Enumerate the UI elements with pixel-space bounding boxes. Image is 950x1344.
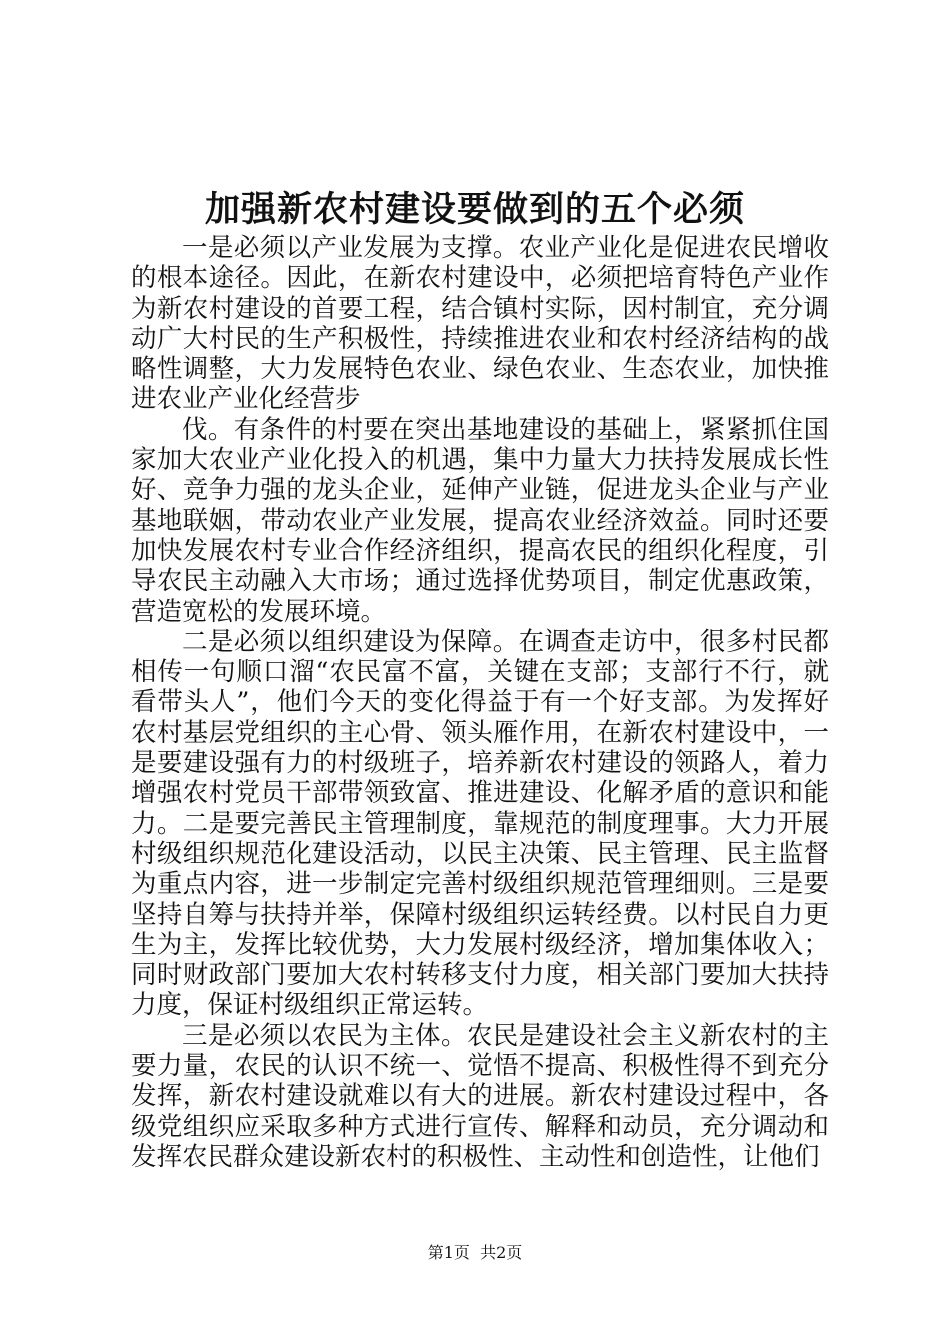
paragraph-2: 伐。有条件的村要在突出基地建设的基础上，紧紧抓住国家加大农业产业化投入的机遇，集中力量大力扶持发展成长性好、竞争力强的龙头企业，延伸产业链，促进龙头企业与产业基地联姻，带动农业产业发展，提高农业经济效益。同时还要加快发展农村专业合作经济组织，提高农民的组织化程度，引导农民主动融入大市场；通过选择优势项目，制定优惠政策，营造宽松的发展环境。 — [131, 414, 829, 627]
paragraph-4: 三是必须以农民为主体。农民是建设社会主义新农村的主要力量，农民的认识不统一、觉悟不提高、积极性得不到充分发挥，新农村建设就难以有大的进展。新农村建设过程中，各级党组织应采取多种方式进行宣传、解释和动员，充分调动和发挥农民群众建设新农村的积极性、主动性和创造性，让他们 — [131, 1020, 829, 1172]
document-body — [131, 233, 829, 1172]
paragraph-1: 一是必须以产业发展为支撑。农业产业化是促进农民增收的根本途径。因此，在新农村建设中，必须把培育特色产业作为新农村建设的首要工程，结合镇村实际，因村制宜，充分调动广大村民的生产积极性，持续推进农业和农村经济结构的战略性调整，大力发展特色农业、绿色农业、生态农业，加快推进农业产业化经营步 — [131, 233, 829, 415]
document-title: 加强新农村建设要做到的五个必须 — [204, 189, 745, 230]
page-number: 第1页 共2页 — [427, 1243, 523, 1262]
paragraph-3: 二是必须以组织建设为保障。在调查走访中，很多村民都相传一句顺口溜“农民富不富，关键在支部；支部行不行，就看带头人”，他们今天的变化得益于有一个好支部。为发挥好农村基层党组织的主心骨、领头雁作用，在新农村建设中，一是要建设强有力的村级班子，培养新农村建设的领路人，着力增强农村党员干部带领致富、推进建设、化解矛盾的意识和能力。二是要完善民主管理制度，靠规范的制度理事。大力开展村级组织规范化建设活动，以民主决策、民主管理、民主监督为重点内容，进一步制定完善村级组织规范管理细则。三是要坚持自筹与扶持并举，保障村级组织运转经费。以村民自力更生为主，发挥比较优势，大力发展村级经济，增加集体收入；同时财政部门要加大农村转移支付力度，相关部门要加大扶持力度，保证村级组织正常运转。 — [131, 626, 829, 1021]
page-footer — [0, 1243, 950, 1263]
